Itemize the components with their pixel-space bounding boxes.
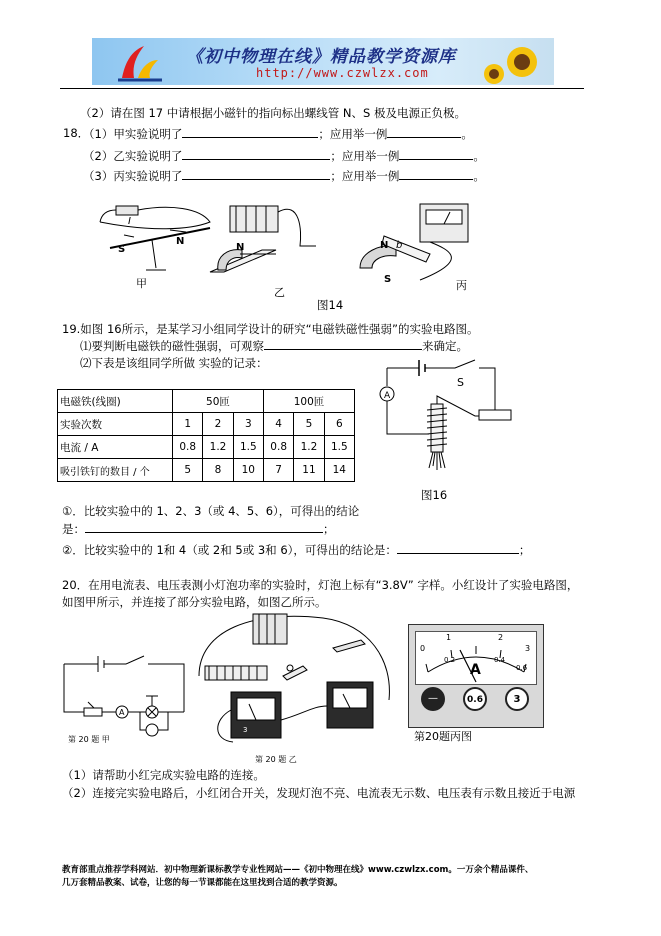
q18-1-blank-a[interactable]	[182, 126, 318, 138]
table-row	[58, 436, 355, 459]
fig20-bing-caption: 第20题丙图	[414, 730, 472, 743]
header-banner	[92, 38, 554, 85]
fig16-caption: 图16	[421, 488, 448, 502]
banner-url[interactable]: http://www.czwlzx.com	[256, 66, 429, 80]
q20-intro-1: 20．在用电流表、电压表测小灯泡功率的实验时，灯泡上标有“3.8V” 字样。小红设计了实验电路图，	[62, 578, 579, 592]
fig16-switch-label: S	[457, 376, 464, 389]
terminal-negative[interactable]: —	[421, 687, 445, 711]
q18-line-1	[83, 126, 473, 142]
fig14-bing-drawing	[360, 204, 468, 280]
q18-1-end: 。	[461, 127, 473, 141]
q18-1-blank-b[interactable]	[387, 126, 461, 138]
q19-c1-b: 是：	[62, 522, 85, 536]
table-group-50: 50匝	[173, 390, 264, 413]
meter-subtick-2: 0.4	[494, 656, 506, 664]
q19-intro: 19.如图 16所示，是某学习小组同学设计的研究“电磁铁磁性强弱”的实验电路图。	[62, 322, 479, 336]
fig14-jia-current-label: I	[128, 216, 131, 227]
meter-tick-0: 0	[420, 644, 426, 653]
q18-number: 18．	[63, 126, 90, 140]
table-cell: 1.2	[294, 436, 324, 459]
fig20-jia-circuit	[64, 656, 184, 736]
q20-intro-2: 如图甲所示，并连接了部分实验电路，如图乙所示。	[62, 595, 327, 609]
fig20-yi-apparatus	[199, 614, 389, 742]
fig14-label-bing: 丙	[456, 279, 467, 292]
table-header-label: 电磁铁(线圈)	[58, 390, 173, 413]
q19-data-table	[57, 389, 355, 482]
q18-2-blank-b[interactable]	[399, 148, 473, 160]
q19-sub1-blank[interactable]	[264, 338, 422, 350]
fig16-ammeter-label: A	[384, 391, 391, 401]
fig14-bing-s: S	[384, 274, 392, 285]
fig20-bing-meter	[408, 624, 544, 728]
fig20-yi-ammeter-range: 3	[243, 726, 248, 734]
table-cell: 5	[294, 413, 324, 436]
table-cell: 0.8	[173, 436, 203, 459]
table-cell: 6	[324, 413, 354, 436]
table-row	[58, 459, 355, 482]
table-cell: 14	[324, 459, 354, 482]
fig14-jia-s: S	[118, 244, 126, 255]
fig14-yi-n: N	[236, 242, 245, 253]
fig20-jia-ammeter-label: A	[119, 708, 125, 717]
table-row	[58, 413, 355, 436]
q18-3-blank-a[interactable]	[182, 168, 330, 180]
q19-c1-end: ；	[323, 522, 335, 536]
q18-2-blank-a[interactable]	[182, 148, 330, 160]
table-cell: 1.5	[324, 436, 354, 459]
q18-3-blank-b[interactable]	[399, 168, 473, 180]
table-cell: 1	[173, 413, 203, 436]
fig14-jia-drawing	[100, 206, 210, 270]
terminal-0-6[interactable]: 0.6	[463, 687, 487, 711]
meter-subtick-3: 0.6	[516, 664, 528, 672]
header-rule	[60, 88, 584, 89]
fig14-label-jia: 甲	[136, 277, 147, 290]
q18-line-2	[83, 148, 485, 164]
footer-line-1: 教育部重点推荐学科网站．初中物理新课标教学专业性网站——《初中物理在线》www.czwlzx.com。一万余个精品课件、	[62, 865, 534, 875]
table-cell: 8	[203, 459, 233, 482]
q18-3-end: 。	[473, 169, 485, 183]
q19-c2-end: ；	[518, 543, 531, 557]
q18-2-prefix: （2）乙实验说明了	[83, 149, 183, 163]
q17-part2: （2）请在图 17 中请根据小磁针的指向标出螺线管 N、S 极及电源正负极。	[80, 106, 466, 120]
q18-1-mid: ；应用举一例	[318, 127, 388, 141]
table-cell: 0.8	[263, 436, 293, 459]
table-cell: 1.5	[233, 436, 263, 459]
q20-sub2: （2）连接完实验电路后，小红闭合开关，发现灯泡不亮、电流表无示数、电压表有示数且接近于电源	[62, 786, 576, 800]
table-cell: 5	[173, 459, 203, 482]
meter-tick-1: 1	[446, 633, 452, 642]
fig20-jia-caption: 第 20 题 甲	[68, 735, 110, 744]
table-cell: 11	[294, 459, 324, 482]
meter-tick-2: 2	[498, 633, 504, 642]
table-row	[58, 390, 355, 413]
table-row-label: 吸引铁钉的数目 / 个	[58, 459, 173, 482]
q19-c1-blank[interactable]	[85, 521, 323, 533]
q19-conclusion-2	[62, 542, 530, 558]
fig20-yi	[193, 610, 398, 768]
banner-title: 《初中物理在线》精品教学资源库	[186, 47, 456, 67]
table-cell: 10	[233, 459, 263, 482]
table-cell: 3	[233, 413, 263, 436]
fig14-bing-b: b	[396, 240, 403, 251]
figure-14	[90, 190, 490, 300]
q19-sub1-a: ⑴要判断电磁铁的磁性强弱，可观察	[80, 339, 264, 353]
q19-c2-text: ②．比较实验中的 1和 4（或 2和 5或 3和 6），可得出的结论是：	[62, 543, 397, 557]
q18-2-mid: ；应用举一例	[330, 149, 400, 163]
q19-sub2: ⑵下表是该组同学所做 实验的记录：	[80, 356, 268, 370]
fig14-caption: 图14	[317, 298, 344, 312]
table-cell: 4	[263, 413, 293, 436]
q19-c2-blank[interactable]	[397, 542, 519, 554]
q19-conclusion-1: ①．比较实验中的 1、2、3（或 4、5、6），可得出的结论	[62, 504, 360, 518]
q18-3-prefix: （3）丙实验说明了	[83, 169, 183, 183]
q18-1-prefix: （1）甲实验说明了	[83, 127, 183, 141]
fig14-yi-drawing	[210, 206, 316, 272]
fig14-label-yi: 乙	[274, 286, 285, 299]
table-cell: 7	[263, 459, 293, 482]
table-cell: 1.2	[203, 436, 233, 459]
terminal-3[interactable]: 3	[505, 687, 529, 711]
q19-sub1	[80, 338, 468, 354]
fig14-jia-n: N	[176, 236, 185, 247]
figure-16	[375, 356, 525, 488]
table-row-label: 电流 / A	[58, 436, 173, 459]
q19-sub1-b: 来确定。	[422, 339, 468, 353]
fig20-yi-caption: 第 20 题 乙	[255, 755, 297, 764]
meter-unit: A	[470, 662, 481, 678]
table-group-100: 100匝	[263, 390, 354, 413]
q19-conclusion-1-line	[62, 521, 335, 537]
table-row-label: 实验次数	[58, 413, 173, 436]
table-cell: 2	[203, 413, 233, 436]
q18-3-mid: ；应用举一例	[330, 169, 400, 183]
footer-line-2: 几万套精品教案、试卷，让您的每一节课都能在这里找到合适的教学资源。	[62, 878, 343, 888]
fig20-jia	[60, 648, 190, 748]
meter-subtick-1: 0.2	[444, 656, 456, 664]
q18-2-end: 。	[473, 149, 485, 163]
q20-sub1: （1）请帮助小红完成实验电路的连接。	[62, 768, 265, 782]
fig16-circuit	[380, 360, 511, 470]
q18-line-3	[83, 168, 485, 184]
fig14-bing-n: N	[380, 240, 389, 251]
meter-tick-3: 3	[525, 644, 531, 653]
meter-face	[415, 631, 537, 685]
